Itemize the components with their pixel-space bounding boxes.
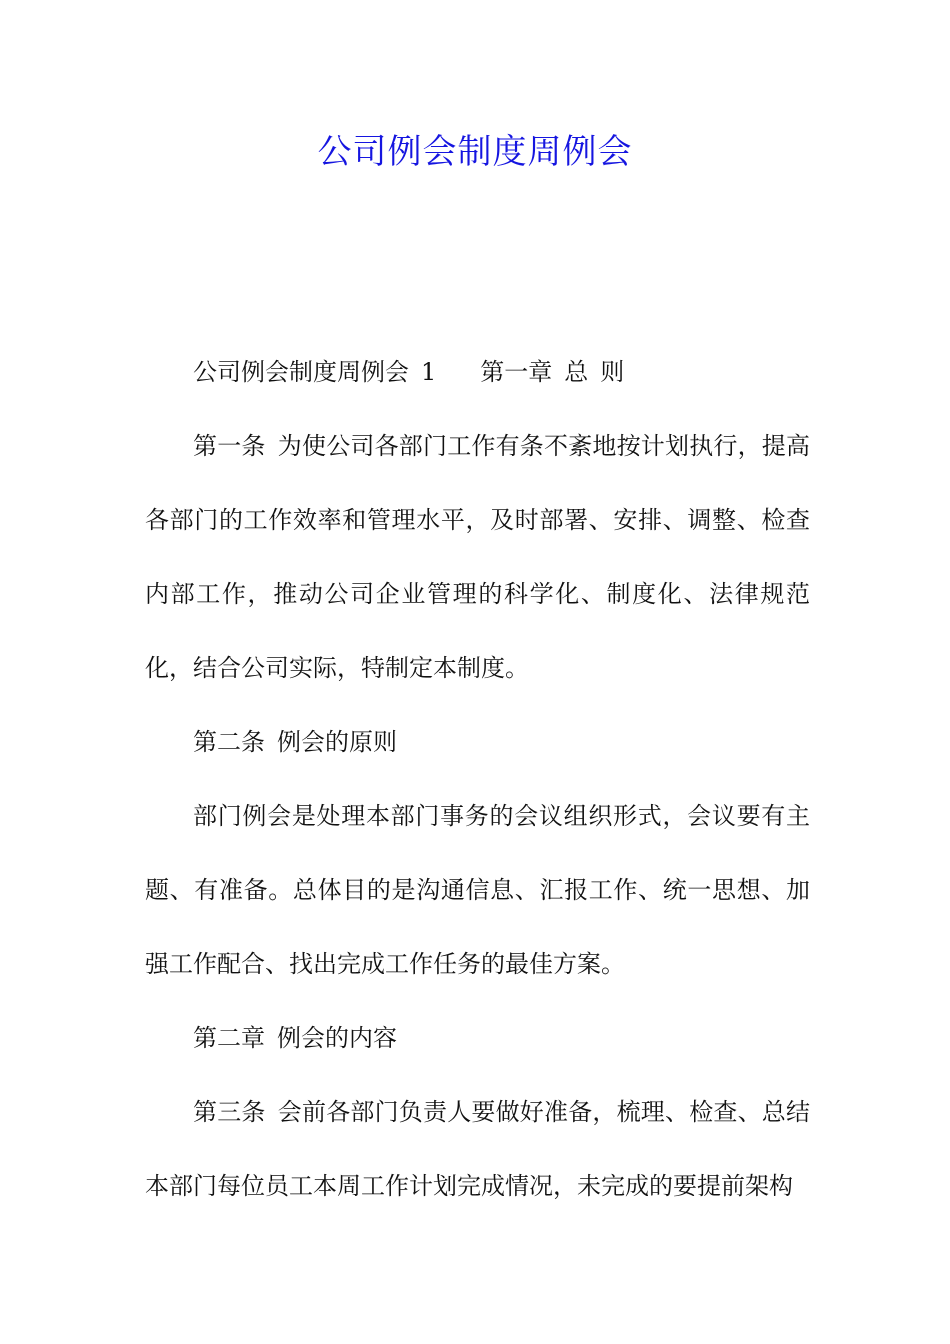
paragraph-meeting-principle <box>145 779 810 1001</box>
document-body <box>145 335 810 1223</box>
paragraph-article-2 <box>145 705 810 779</box>
heading-title: 公司例会制度周例会 <box>193 358 409 386</box>
article-label: 第一条 <box>193 432 266 460</box>
article-text: 会前各部门负责人要做好准备，梳理、检查、总结本部门每位员工本周工作计划完成情况，未完成的要提前架构 <box>145 1098 811 1200</box>
article-label: 第二条 <box>193 728 265 756</box>
chapter-label: 第一章 <box>480 358 553 386</box>
paragraph-text: 部门例会是处理本部门事务的会议组织形式，会议要有主题、有准备。总体目的是沟通信息、汇报工作、统一思想、加强工作配合、找出完成工作任务的最佳方案。 <box>145 802 810 978</box>
article-text: 为使公司各部门工作有条不紊地按计划执行，提高各部门的工作效率和管理水平，及时部署、安排、调整、检查内部工作，推动公司企业管理的科学化、制度化、法律规范化，结合公司实际，特制定本制度。 <box>145 432 811 682</box>
paragraph-article-1 <box>145 409 810 705</box>
article-label: 第三条 <box>193 1098 266 1126</box>
article-text: 例会的原则 <box>277 728 397 756</box>
heading-number: 1 <box>421 358 437 386</box>
chapter-word-2: 则 <box>600 358 625 386</box>
paragraph-article-3 <box>145 1075 810 1223</box>
chapter-label: 第二章 <box>193 1024 265 1052</box>
paragraph-chapter-2 <box>145 1001 810 1075</box>
chapter-text: 例会的内容 <box>277 1024 397 1052</box>
chapter-word-1: 总 <box>564 358 589 386</box>
chapter-heading-line <box>145 335 810 409</box>
document-title: 公司例会制度周例会 <box>317 132 633 172</box>
